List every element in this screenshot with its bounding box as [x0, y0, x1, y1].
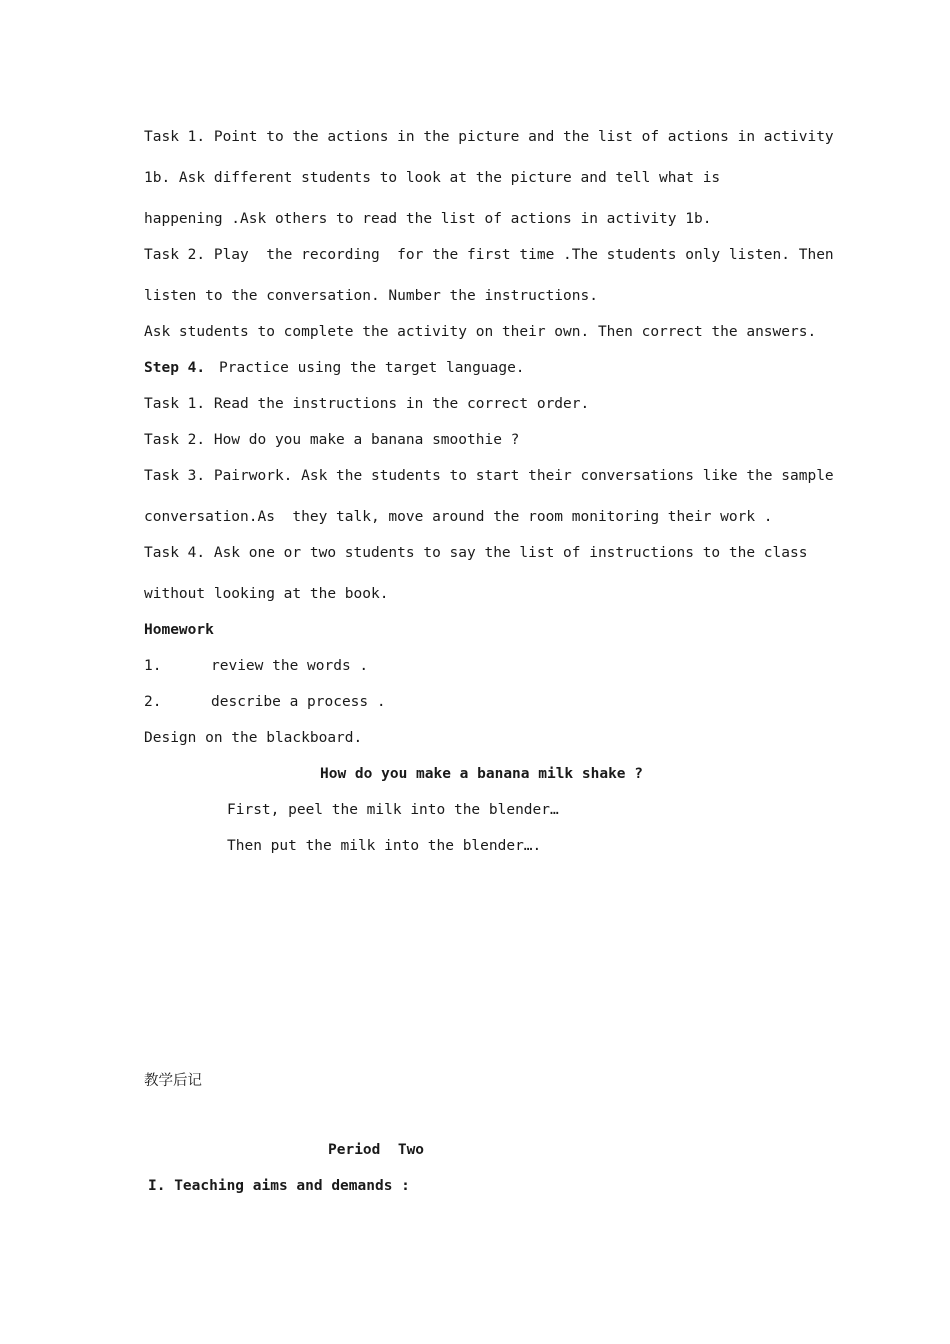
task1-line3: happening .Ask others to read the list of actions in activity 1b.: [144, 211, 712, 227]
step4-heading: Step 4.: [144, 360, 206, 376]
blackboard-line2: Then put the milk into the blender….: [227, 838, 542, 854]
homework-heading: Homework: [144, 622, 214, 638]
practice-task4-line2: without looking at the book.: [144, 586, 389, 602]
practice-task2: Task 2. How do you make a banana smoothie ?: [144, 432, 520, 448]
step4-text: Practice using the target language.: [219, 360, 525, 376]
homework-item-2: describe a process .: [211, 694, 386, 710]
task1-line2: 1b. Ask different students to look at the picture and tell what is: [144, 170, 721, 186]
task2-line1: Task 2. Play the recording for the first time .The students only listen. Then: [144, 247, 834, 263]
teaching-notes-heading: 教学后记: [144, 1073, 202, 1089]
homework-number-1: 1.: [144, 658, 162, 674]
blackboard-title: How do you make a banana milk shake ?: [320, 766, 644, 782]
homework-item-1: review the words .: [211, 658, 369, 674]
teaching-aims-heading: I. Teaching aims and demands :: [148, 1178, 410, 1194]
practice-task3-line2: conversation.As they talk, move around the room monitoring their work .: [144, 509, 773, 525]
task1-line1: Task 1. Point to the actions in the picture and the list of actions in activity: [144, 129, 834, 145]
task2-line3: Ask students to complete the activity on their own. Then correct the answers.: [144, 324, 817, 340]
homework-number-2: 2.: [144, 694, 162, 710]
practice-task4-line1: Task 4. Ask one or two students to say the list of instructions to the class: [144, 545, 808, 561]
period-two-heading: Period Two: [328, 1142, 425, 1158]
blackboard-line1: First, peel the milk into the blender…: [227, 802, 559, 818]
practice-task1: Task 1. Read the instructions in the correct order.: [144, 396, 590, 412]
practice-task3-line1: Task 3. Pairwork. Ask the students to start their conversations like the sample: [144, 468, 834, 484]
blackboard-design-heading: Design on the blackboard.: [144, 730, 363, 746]
task2-line2: listen to the conversation. Number the instructions.: [144, 288, 598, 304]
